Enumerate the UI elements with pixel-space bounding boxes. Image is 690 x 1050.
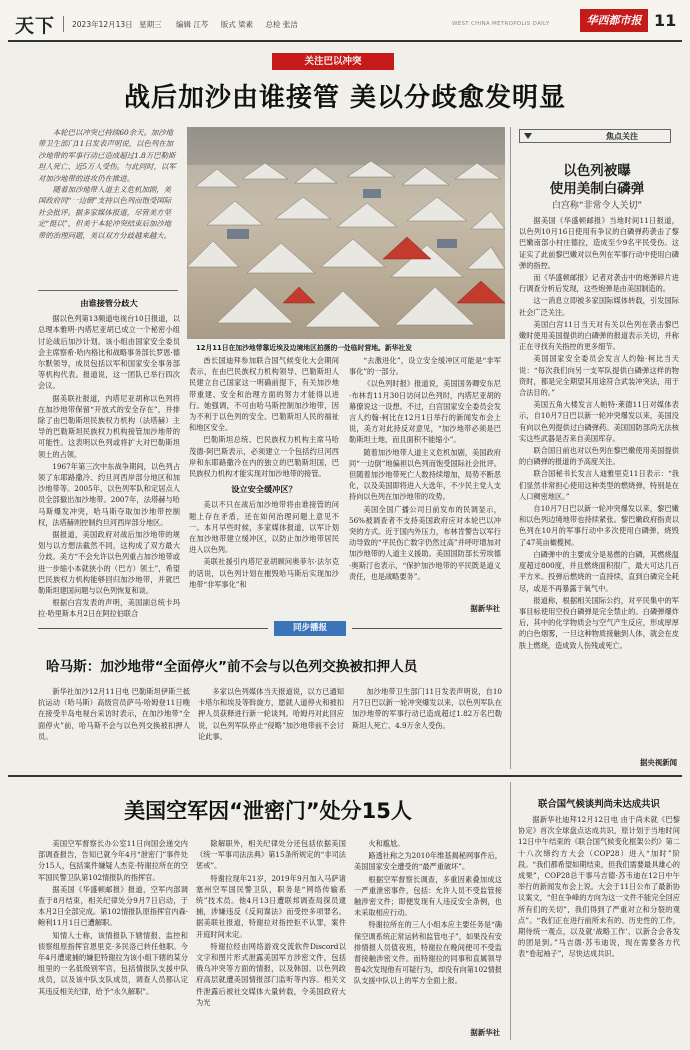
designer-credit: 版式 梁素: [220, 20, 254, 29]
camp-photo: [187, 127, 505, 339]
editor-credit: 编辑 江芩: [175, 20, 209, 29]
middle-headline: 哈马斯：加沙地带“全面停火”前不会与以色列交换被扣押人员: [46, 659, 418, 675]
middle-col-2: 多家以色列媒体当天报道说，以方已通知卡塔尔和埃及等斡旋方，愿就人道停火和被扣押人员获释进行新一轮谈判。哈姆丹对此回应说，以色列军队停止“侵略”加沙地带前不会讨论此事。: [198, 687, 344, 741]
sidebar-box: [510, 127, 682, 769]
header-rule: [8, 40, 682, 42]
subhead-buffer-zone: 设立安全缓冲区？: [231, 484, 297, 495]
sidebar-title-1: 以色列被曝: [563, 163, 631, 179]
lead-paragraph: [38, 127, 178, 241]
focus-tag: [519, 129, 671, 143]
focus-tag-text: 焦点关注: [606, 132, 638, 141]
climate-title: 联合国气候谈判尚未达成共识: [538, 799, 660, 810]
sidebar-title-2: 使用美制白磷弹: [549, 181, 645, 197]
paper-name-en: WEST CHINA METROPOLIS DAILY: [452, 21, 550, 27]
topic-tag-text: 关注巴以冲突: [304, 56, 362, 67]
article-col-1: 由谁接管分歧大 据以色列第13频道电视台10日报道，以总理本雅明·内塔尼亚胡已成立一个秘密小组讨论战后加沙计划。该小组由国家安全委员会主席察希·哈内格比和战略事务部长罗恩·德尔默领导，成员包括以军和国家安全事务部等机构代表。报道说，这一团队已举行四次会议。 据美联社报道，内塔尼亚胡称以色列将在加沙地带保留“开放式的安全存在”，并排除了由巴勒斯坦民族权力机构（法塔赫）主导的巴勒斯坦民族权力机构接管加沙地带的可能性。这表明以色列或将扩大对巴勒斯坦领土的占领。 1967年第三次中东战争期间，以色列占领了东耶路撒冷、约旦河西岸部分地区和加沙地带等。2005年，以色列军队和定居点人员全部撤出加沙地带。2007年，法塔赫与哈马斯爆发冲突，哈马斯夺取加沙地带控制权，法塔赫则控制约旦河西岸部分地区。 据报道，美国政府对战后加沙地带的规划与以方想法截然不同，这构成了双方最大分歧。美方“不会允许以色列重占加沙地带或进一步缩小本就狭小的（巴方）领土”，希望巴民族权力机构能够回归加沙地带，并就巴勒斯坦建国问题与以色列恢复和谈。 根据白宫发表的声明，美国副总统卡玛拉·哈里斯本月2日在阿拉伯联合: [38, 298, 180, 619]
camp-photo-graphic: [187, 127, 505, 339]
issue-date: 2023年12月13日: [72, 20, 133, 29]
page-number: 11: [654, 11, 677, 30]
header-divider: [63, 16, 64, 32]
sidebar-body: 据美国《华盛顿邮报》当地时间11日报道，以色列10月16日使用有争议的白磷弹药袭击了黎巴嫩南部小村庄德拉，造成至少9名平民受伤。这证实了此前黎巴嫩对以色列在军事行动中使用白磷弹的指控。 而《华盛顿邮报》记者对袭击中的炮弹碎片进行调查分析后发现，这些炮弹是由美国制造的。 这一消息立即被多家国际媒体转载，引发国际社会广泛关注。 美国白宫11日当天对有关以色列在袭击黎巴嫩时使用美国提供的白磷弹的报道表示关切，并称正在寻找有关指控的更多细节。 美国国家安全委员会发言人约翰·柯比当天说：“每次我们向另一支军队提供白磷弹这样的物资时，都是完全期望其用途符合武装冲突法，用于合法目的。” 美国五角大楼发言人帕特·莱德11日对媒体表示，自10月7日巴以新一轮冲突爆发以来，美国没有向以色列提供过白磷弹药。美国国防部尚无法核实这些武器是否来自美国库存。 联合国日前也对以色列在黎巴嫩使用美国提供的白磷弹的报道的予高度关注。 联合国秘书长发言人迪雅里克11日表示：“我们显然非常担心使用这种类型的燃烧弹，特别是在人口稠密地区。” 自10月7日巴以新一轮冲突爆发以来，黎巴嫩和以色列边境地带也持续紧张。黎巴嫩政府指责以色列在10月的军事行动中多次使用白磷弹，烧毁了47英亩橄榄树。 白磷弹中的主要成分是易燃的白磷，其燃烧温度超过800度，并且燃烧面积很广，最大可达几百平方米。投弹后燃烧的一直持续，直到白磷完全耗尽，或是不再暴露于氧气中。 报道称，根据相关国际公约，对平民集中的军事目标使用空投白磷弹是完全禁止的。白磷弹爆炸后，其中的化学物质会与空气产生反应，形成厚厚的白色烟雾，一旦这种物质接触到人体，就会在皮肤上燃烧，造成致人伤残或死亡。: [519, 216, 679, 650]
section-divider: [8, 775, 682, 777]
sync-tag: [274, 621, 346, 636]
page-header: [0, 0, 690, 40]
issue-weekday: 星期三: [139, 20, 162, 29]
bottom-side-border: [510, 782, 511, 1040]
lead-divider: [38, 290, 178, 291]
focus-tag-icon: [524, 133, 532, 139]
sidebar-deck: 白宫称“非常令人关切”: [551, 201, 643, 211]
paper-logo-text: 华西都市报: [586, 14, 642, 27]
middle-col-3: 加沙地带卫生部门11日发表声明说，自10月7日巴以新一轮冲突爆发以来，以色列军队在加沙地带的军事行动已造成超过1.82万名巴勒斯坦人死亡、4.9万余人受伤。: [352, 687, 502, 730]
middle-rule-left: [38, 628, 268, 629]
paper-logo: [580, 9, 648, 32]
topic-tag: [272, 53, 394, 70]
main-headline: 战后加沙由谁接管 美以分歧愈发明显: [123, 83, 567, 113]
proofreader-credit: 总检 张洁: [265, 20, 298, 29]
col3-source: 据新华社: [440, 603, 500, 614]
lead-p2: 随着加沙地带人道主义危机加剧，美国政府同“一边倒”支持以色列而饱受国际社会批评。据多家媒体报道，尽管美方坚定“挺以”，但美于本轮冲突结束后加沙地带的治理问题，美以双方分歧越来越大。: [38, 185, 172, 240]
lead-p1: 本轮巴以冲突已持续60余天。加沙地带卫生部门11日发表声明说，以色列在加沙地带的军事行动已造成超过1.8万巴勒斯坦人死亡、近5万人受伤。与此同时，以军对加沙地带的进攻仍在推进。: [38, 128, 176, 183]
sync-tag-text: 同步播报: [292, 623, 327, 633]
sidebar-source: 据央视新闻: [601, 757, 677, 768]
bottom-col-3: 火和尴尬。 路透社称之为2010年维基揭秘网事件后，美国国家安全遭受的“最严重破坏”。 根据空军督察长调查，多重因素叠加成这一严重泄密事件，包括：允许人员不受监管接触涉密文件；即便发现有人违反安全条例，也未采取相应行动。 特谢拉所在的三人小组本应主要任务是“确保空调系统正常运转和监管电子”，如果没有安排情报人员值夜班，特谢拉在晚间便可不受监督接触涉密文件。而特谢拉的同事和直属领导曾4次发现他有可疑行为，却没有向第102情报队支援中队以上的军方全面上报。: [354, 839, 502, 986]
header-info: [72, 19, 298, 30]
article-col-2: 酋长国迪拜参加联合国气候变化大会期间表示，在由巴民族权力机构领导、巴勒斯坦人民建立自己国家这一明确前提下，有关加沙地带重建、安全和治理方面的努力才能得以进行。她强调，不可由哈马斯控制加沙地带，因为不利于以色列的安全、巴勒斯坦人民的福祉和地区安全。 巴勒斯坦总统、巴民族权力机构主席马哈茂德·阿巴斯表示，必须建立一个包括约旦河西岸和东耶路撒冷在内的独立的巴勒斯坦国，巴民族权力机构才能实现对加沙地带的接管。 设立安全缓冲区？ 美以不只在战后加沙地带将由谁接管的问题上存在矛盾，还在如何治理问题上意见不一。本月早些时候，多家媒体报道，以军计划在加沙地带建立缓冲区，以防止加沙地带居民进入以色列。 美联社援引内塔尼亚胡顾问奥菲尔·法尔克的话说，以色列计划在摧毁哈马斯后实现加沙地带“非军事化”和: [189, 356, 339, 589]
middle-col-1: 新华社加沙12月11日电 巴勒斯坦伊斯兰抵抗运动（哈马斯）高级官员萨马·哈姆登11日晚在接受半岛电视台采访时表示，在加沙地带“全面停火”前，哈马斯不会与以色列交换被扣押人员。: [38, 687, 190, 741]
section-name: 天下: [15, 15, 56, 37]
bottom-source: 据新华社: [440, 1027, 500, 1038]
subhead-who-takes-over: 由谁接管分歧大: [80, 298, 138, 308]
climate-body: 据新华社迪拜12月12日电 由于尚未就《巴黎协定》首次全球盘点达成共识，原计划于当地时间12日中午结束的《联合国气候变化框架公约》第二十八次缔约方大会（COP28）进入“加时”阶段。“我们都希望如期结束，但我们需要最具雄心的成果”，COP28总干事马吉德·苏韦迪在12日中午举行的新闻发布会上说。大会于11日公布了最新协议案文，“但在争峰的方向为这一文件不能完全回应所有们的关切”，我们得到了严重对立和分裂的观点”。“我们正在进行前所未有的、历史性的工作，期待统一观点，以及就‘战略工作’、以新合会各发的团是到。”马吉德·苏韦迪说，现在需要各方代表“卷起袖子”，尽快达成共识。: [518, 815, 680, 959]
bottom-col-1: 美国空军督察长办公室11日向国会递交内部调查报告，告知已就今年4月“泄密门”事件处分15人，包括案件嫌疑人杰克·特谢拉所在的空军国民警卫队第102情报队的指挥官。 据美国《华盛顿邮报》报道，空军内部调查于8月结束，相关纪律处分9月7日启动，于本月2日全部完成。第102情报队原指挥官内森·鲍利11月1日已遭解职。 知情人士称，该情报队下辖情报、监控和侦察组原指挥官恩里克·多民洛已转任他职。今年4月遭逮捕的嫌犯特谢拉为该小组下辖的某分组里的一名低级别军官，包括情报队支援中队成员，以及该中队支队成员，调查人员都认定其违反相关纪律，给予“永久解职”。: [38, 839, 188, 996]
middle-rule-right: [352, 628, 502, 629]
bottom-headline: 美国空军因“泄密门”处分15人: [124, 799, 412, 823]
photo-caption: 12月11日在加沙地带靠近埃及边境地区拍摄的一处临时营地。新华社发: [196, 344, 413, 352]
bottom-col-2: 除解职外，相关纪律处分还包括依据美国《统一军事司法法典》第15条所规定的“非司法惩戒”。 特谢拉现年21岁，2019年9月加入马萨诸塞州空军国民警卫队，职务是“网络传输系统”技术员。他4月13日遭联邦调查局探员逮捕，涉嫌违反《反间谍法》而受控多项罪名。据美联社报道，特谢拉对指控拒不认罪，案件开庭时间未定。 特谢拉经由网络游戏交流软件Discord以文字和图片形式泄露美国军方涉密文件，包括俄乌冲突等方面的情报，以及韩国、以色列政府高层就遭美国情报部门监听等内容。相关文件泄露后被社交媒体大量转载，令美国政府大为光: [196, 839, 346, 1007]
article-col-3: “去激进化”，设立安全缓冲区可能是“非军事化”的一部分。 《以色列时报》报道说，美国国务卿安东尼·布林肯11月30日访问以色列时，内塔尼亚胡的幕僚说这一设想。不过，白宫国家安全委员会发言人约翰·柯比在12月1日举行的新闻发布会上说，美方对此持反对意见，“加沙地带必须是巴勒斯坦土地，而且面积不能缩小”。 随着加沙地带人道主义危机加剧，美国政府同“一边倒”地偏袒以色列而饱受国际社会批评。但随着加沙地带死亡人数持续增加，局势不断恶化，以及美国即将进入大选年，不少民主党人支持向以色列在加沙地带的攻势。 美国全国广播公司日前发布的民调显示，56%被调查者不支持美国政府应对本轮巴以冲突的方式。近于国内外压力，布林肯警告以军行动导致的“平民伤亡数字仍然过高”并呼吁增加对加沙地带的人道主义援助。美国国防部长劳埃德·奥斯汀也表示，“保护加沙地带的平民既是道义责任，也是战略要务”。: [349, 356, 501, 581]
